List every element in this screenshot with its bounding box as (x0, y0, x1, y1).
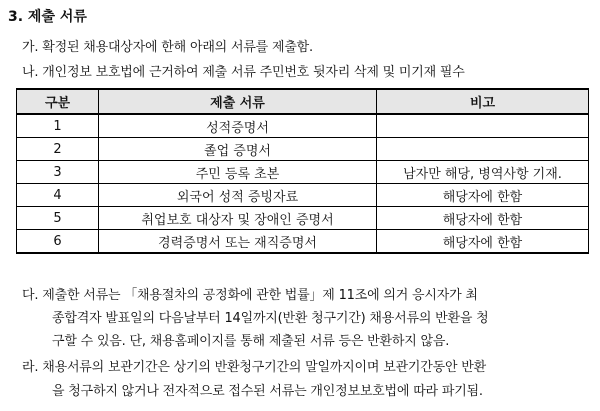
row-document: 성적증명서 (99, 114, 377, 138)
row-document: 외국어 성적 증빙자료 (99, 184, 377, 207)
intro-item-na: 나. 개인정보 보호법에 근거하여 제출 서류 주민번호 뒷자리 삭제 및 미기재 필수 (22, 65, 465, 80)
row-document: 취업보호 대상자 및 장애인 증명서 (99, 207, 377, 230)
intro-item-ga: 가. 확정된 채용대상자에 한해 아래의 서류를 제출함. (22, 40, 313, 55)
note-da-line-2: 종합격자 발표일의 다음날부터 14일까지(반환 청구기간) 채용서류의 반환을 청 (52, 311, 489, 326)
row-note (377, 138, 589, 161)
header-category: 구분 (17, 89, 99, 114)
row-document: 경력증명서 또는 재직증명서 (99, 230, 377, 254)
row-document: 주민 등록 초본 (99, 161, 377, 184)
row-number: 1 (17, 114, 99, 138)
row-number: 4 (17, 184, 99, 207)
note-da-line-3: 구할 수 있음. 단, 채용홈페이지를 통해 제출된 서류 등은 반환하지 않음. (52, 334, 450, 349)
note-da-line-1: 다. 제출한 서류는 「채용절차의 공정화에 관한 법률」제 11조에 의거 응시자가 최 (22, 288, 478, 303)
row-number: 2 (17, 138, 99, 161)
table-row (17, 184, 589, 207)
table-row (17, 230, 589, 254)
row-number: 3 (17, 161, 99, 184)
row-note: 해당자에 한함 (377, 207, 589, 230)
header-document: 제출 서류 (99, 89, 377, 114)
header-note: 비고 (377, 89, 589, 114)
row-note: 남자만 해당, 병역사항 기재. (377, 161, 589, 184)
row-number: 6 (17, 230, 99, 254)
row-note (377, 114, 589, 138)
table-row (17, 114, 589, 138)
table-row (17, 161, 589, 184)
row-number: 5 (17, 207, 99, 230)
documents-table (16, 88, 589, 254)
row-note: 해당자에 한함 (377, 230, 589, 254)
table-row (17, 207, 589, 230)
note-ra-line-1: 라. 채용서류의 보관기간은 상기의 반환청구기간의 말일까지이며 보관기간동안 반환 (22, 360, 486, 375)
row-note: 해당자에 한함 (377, 184, 589, 207)
table-row (17, 138, 589, 161)
note-ra-line-2: 을 청구하지 않거나 전자적으로 접수된 서류는 개인정보보호법에 따라 파기됨. (52, 384, 483, 399)
table-header-row (17, 89, 589, 114)
section-title: 3. 제출 서류 (8, 9, 87, 25)
row-document: 졸업 증명서 (99, 138, 377, 161)
